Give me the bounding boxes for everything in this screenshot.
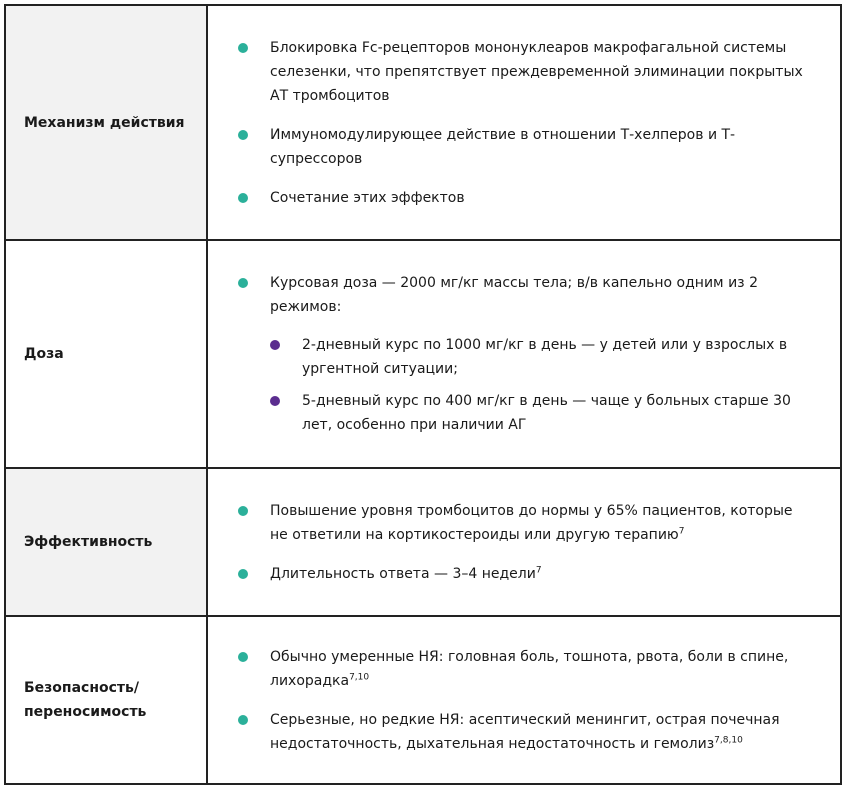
teal-bullet-icon [238,569,248,579]
teal-bullet-icon [238,652,248,662]
row-label: Доза [6,241,208,467]
bullet-list [208,645,810,756]
row-label-line: Безопасность/ [24,680,140,696]
row-content [208,469,842,615]
table-row-efficacy [6,469,842,617]
list-item-text: Курсовая доза — 2000 мг/кг массы тела; в/в капельно одним из 2 режимов: [270,275,758,315]
row-content [208,6,842,239]
table-row-safety [6,617,842,785]
list-item-text: Серьезные, но редкие НЯ: асептический менингит, острая почечная недостаточность, дыхательная недостаточность и гемолиз [270,711,780,752]
list-item-text: Длительность ответа — 3–4 недели [270,565,536,582]
info-table [4,4,842,785]
footnote-ref: 7,10 [349,671,370,682]
row-label-line: переносимость [24,704,147,720]
row-label [6,617,208,783]
sub-list-item [208,333,810,381]
list-item [208,271,810,319]
sub-list-item-text: 5-дневный курс по 400 мг/кг в день — чаще у больных старше 30 лет, особенно при наличии АГ [302,393,791,433]
list-item [208,36,810,108]
list-item [208,645,810,693]
row-label: Механизм действия [6,6,208,239]
list-item [208,499,810,547]
list-item-text: Обычно умеренные НЯ: головная боль, тошнота, рвота, боли в спине, лихорадка [270,648,789,689]
bullet-list [208,499,810,586]
footnote-ref: 7 [678,525,685,536]
teal-bullet-icon [238,130,248,140]
table-row-dose [6,241,842,469]
list-item-text: Повышение уровня тромбоцитов до нормы у 65% пациентов, которые не ответили на кортикостероиды или другую терапию [270,502,793,543]
footnote-ref: 7,8,10 [714,734,743,745]
list-item [208,186,810,210]
list-item-text: Иммуномодулирующее действие в отношении Т-хелперов и Т-супрессоров [270,126,736,167]
sub-list-item-text: 2-дневный курс по 1000 мг/кг в день — у детей или у взрослых в ургентной ситуации; [302,337,788,377]
bullet-list [208,36,810,210]
list-item [208,123,810,171]
teal-bullet-icon [238,278,248,288]
teal-bullet-icon [238,43,248,53]
teal-bullet-icon [238,715,248,725]
list-item [208,708,810,756]
list-item [208,562,810,586]
teal-bullet-icon [238,506,248,516]
teal-bullet-icon [238,193,248,203]
purple-bullet-icon [270,340,280,350]
footnote-ref: 7 [535,564,542,575]
list-item-text: Сочетание этих эффектов [270,189,465,206]
row-content [208,617,842,783]
list-item-text: Блокировка Fc-рецепторов мононуклеаров макрофагальной системы селезенки, что препятствует преждевременной элиминации покрытых АТ тромбоцитов [270,39,803,104]
purple-bullet-icon [270,396,280,406]
bullet-list [208,271,810,437]
sub-list-item [208,389,810,437]
row-content [208,241,842,467]
table-row-mechanism [6,6,842,241]
row-label: Эффективность [6,469,208,615]
